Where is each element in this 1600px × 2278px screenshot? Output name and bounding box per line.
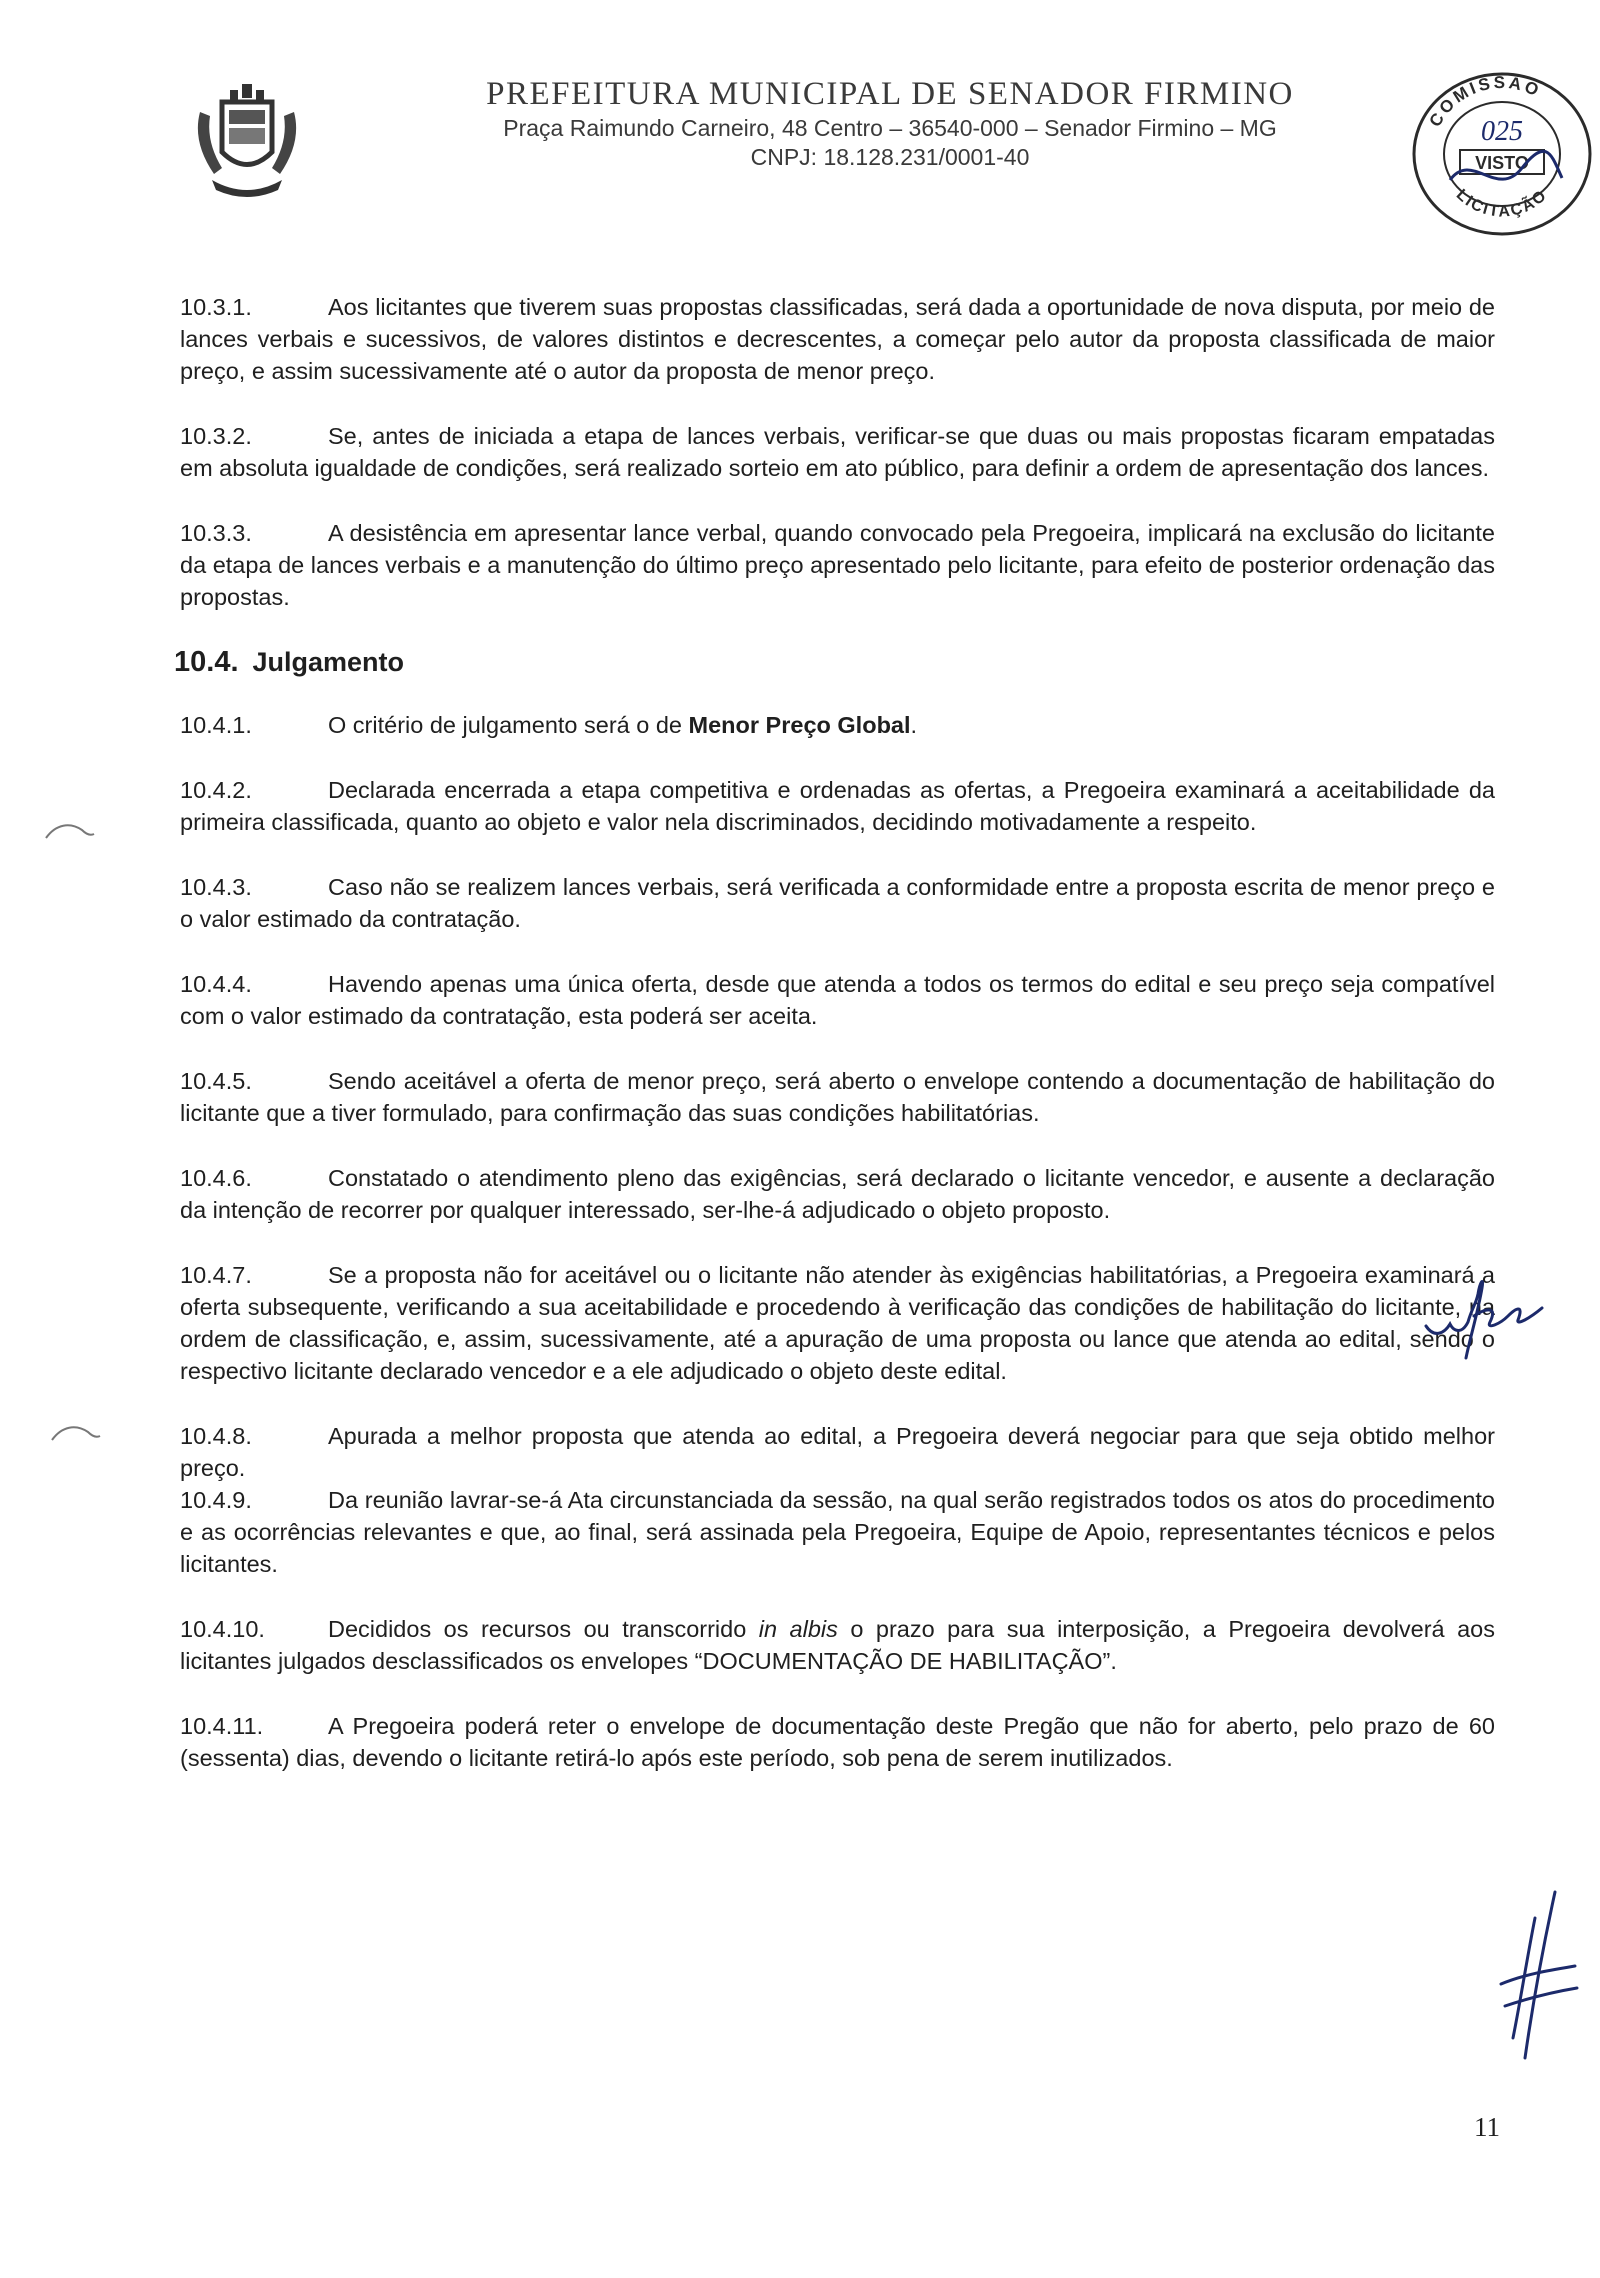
document-body	[174, 291, 1496, 1807]
clause-10-4-9	[180, 1484, 1495, 1580]
clause-text: Da reunião lavrar-se-á Ata circunstanciada da sessão, na qual serão registrados todos os atos do procedimento e as ocorrências relevantes e que, ao final, será assinada pela Pregoeira, Equipe de Apoio, representantes técnicos e pelos licitantes.	[180, 1487, 1495, 1577]
municipal-crest-icon	[192, 82, 302, 200]
clause-number: 10.4.4.	[180, 971, 252, 997]
clause-10-3-2	[180, 420, 1495, 484]
rubric-signature	[1495, 1888, 1580, 2063]
judgment-criterion: Menor Preço Global	[688, 712, 911, 738]
stamp-bottom-text: LICITAÇÃO	[1452, 186, 1551, 221]
clause-number: 10.4.2.	[180, 777, 252, 803]
clause-number: 10.4.9.	[180, 1487, 252, 1513]
clause-10-4-7	[180, 1259, 1495, 1387]
clause-number: 10.4.11.	[180, 1713, 264, 1739]
clause-number: 10.4.1.	[180, 712, 252, 738]
clause-10-4-2	[180, 774, 1495, 838]
clause-text: Constatado o atendimento pleno das exigências, será declarado o licitante vencedor, e ausente a declaração da intenção de recorrer por qualquer interessado, ser-lhe-á adjudicado o objeto proposto.	[180, 1165, 1495, 1223]
clause-text: Se a proposta não for aceitável ou o licitante não atender às exigências habilitatórias, a Pregoeira examinará a oferta subsequente, verificando a sua aceitabilidade e procedendo à verificação das condições de habilitação do licitante, na ordem de classificação, e, assim, sucessivamente, até a apuração de uma proposta ou lance que atenda ao edital, sendo o respectivo licitante declarado vencedor e a ele adjudicado o objeto deste edital.	[180, 1262, 1495, 1384]
clause-text: Caso não se realizem lances verbais, será verificada a conformidade entre a proposta escrita de menor preço e o valor estimado da contratação.	[180, 874, 1495, 932]
municipality-address: Praça Raimundo Carneiro, 48 Centro – 36540-000 – Senador Firmino – MG	[503, 115, 1277, 141]
clause-10-4-1	[180, 709, 1495, 741]
initials-signature	[1420, 1268, 1580, 1364]
clause-number: 10.4.3.	[180, 874, 252, 900]
margin-mark-icon	[44, 818, 96, 844]
clause-text: Apurada a melhor proposta que atenda ao edital, a Pregoeira deverá negociar para que seja obtido melhor preço.	[180, 1423, 1495, 1481]
clause-text: Sendo aceitável a oferta de menor preço, será aberto o envelope contendo a documentação de habilitação do licitante que a tiver formulado, para confirmação das suas condições habilitatórias.	[180, 1068, 1495, 1126]
letterhead	[380, 76, 1400, 171]
clause-10-3-3	[180, 517, 1495, 613]
clause-number: 10.4.10.	[180, 1616, 265, 1642]
clause-text: Aos licitantes que tiverem suas propostas classificadas, será dada a oportunidade de nova disputa, por meio de lances verbais e sucessivos, de valores distintos e decrescentes, a começar pelo autor da proposta classificada de maior preço, e assim sucessivamente até o autor da proposta de menor preço.	[180, 294, 1495, 384]
clause-10-4-11	[180, 1710, 1495, 1774]
clause-10-4-4	[180, 968, 1495, 1032]
clause-number: 10.4.8.	[180, 1423, 252, 1449]
clause-10-4-8	[180, 1420, 1495, 1484]
clause-number: 10.3.3.	[180, 520, 252, 546]
latin-term: in albis	[758, 1616, 838, 1642]
municipality-name: PREFEITURA MUNICIPAL DE SENADOR FIRMINO	[486, 76, 1294, 112]
section-title: Julgamento	[252, 647, 405, 677]
clause-text: O critério de julgamento será o de	[328, 712, 689, 738]
municipality-cnpj: CNPJ: 18.128.231/0001-40	[750, 144, 1030, 170]
clause-10-4-3	[180, 871, 1495, 935]
stamp-top-text: COMISSÃO	[1425, 72, 1545, 131]
clause-10-4-10	[180, 1613, 1495, 1677]
clause-text: Havendo apenas uma única oferta, desde que atenda a todos os termos do edital e seu preço seja compatível com o valor estimado da contratação, esta poderá ser aceita.	[180, 971, 1495, 1029]
clause-number: 10.3.1.	[180, 294, 252, 320]
clause-number: 10.3.2.	[180, 423, 252, 449]
clause-10-4-5	[180, 1065, 1495, 1129]
clause-text: A desistência em apresentar lance verbal, quando convocado pela Pregoeira, implicará na exclusão do licitante da etapa de lances verbais e a manutenção do último preço apresentado pelo licitante, para efeito de posterior ordenação das propostas.	[180, 520, 1495, 610]
commission-stamp	[1402, 60, 1598, 236]
clause-text-end: o prazo para sua interposição, a Pregoeira devolverá aos licitantes julgados desclassificados os envelopes “DOCUMENTAÇÃO DE HABILITAÇÃO”.	[180, 1616, 1496, 1674]
section-heading-10-4	[174, 646, 1495, 679]
clause-number: 10.4.6.	[180, 1165, 252, 1191]
stamp-middle-text: VISTO	[1475, 153, 1529, 173]
clause-number: 10.4.5.	[180, 1068, 252, 1094]
clause-text: A Pregoeira poderá reter o envelope de documentação deste Pregão que não for aberto, pelo prazo de 60 (sessenta) dias, devendo o licitante retirá-lo após este período, sob pena de serem inutilizados.	[180, 1713, 1495, 1771]
clause-10-4-6	[180, 1162, 1495, 1226]
section-number: 10.4.	[174, 646, 239, 678]
svg-text:LICITAÇÃO	[1453, 186, 1551, 220]
clause-text: Declarada encerrada a etapa competitiva e ordenadas as ofertas, a Pregoeira examinará a aceitabilidade da primeira classificada, quanto ao objeto e valor nela discriminados, decidindo motivadamente a respeito.	[180, 777, 1495, 835]
clause-text: Se, antes de iniciada a etapa de lances verbais, verificar-se que duas ou mais propostas ficaram empatadas em absoluta igualdade de condições, será realizado sorteio em ato público, para definir a ordem de apresentação dos lances.	[180, 423, 1495, 481]
clause-text: Decididos os recursos ou transcorrido	[328, 1616, 759, 1642]
clause-10-3-1	[180, 291, 1495, 387]
margin-mark-icon	[50, 1420, 102, 1446]
stamp-number: 025	[1481, 116, 1523, 147]
clause-number: 10.4.7.	[180, 1262, 252, 1288]
page-number: 11	[1474, 2112, 1500, 2142]
clause-text-end: .	[910, 712, 918, 738]
